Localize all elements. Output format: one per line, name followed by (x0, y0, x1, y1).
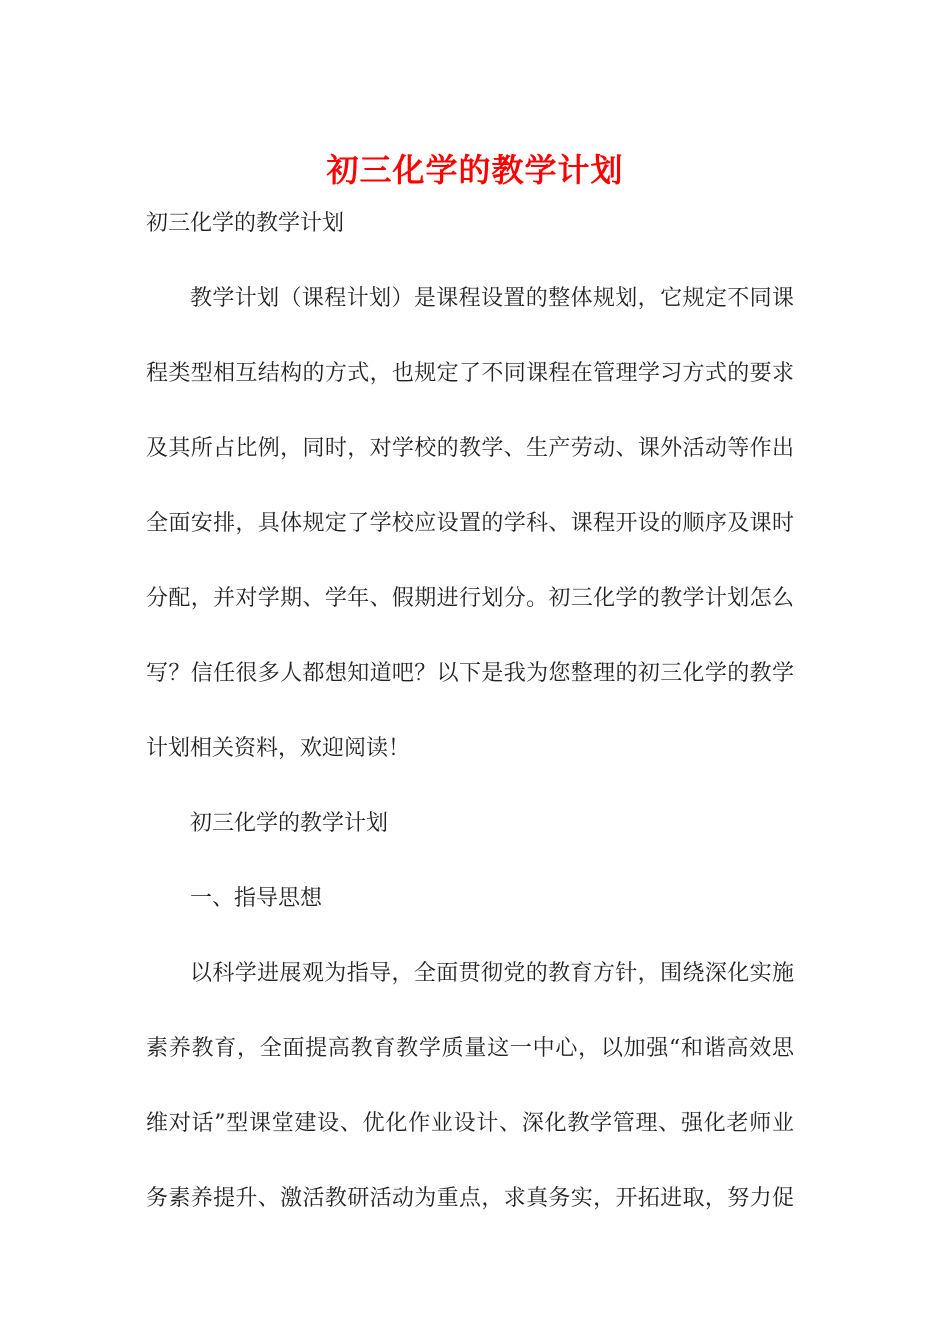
line-gap (146, 1143, 794, 1181)
paragraph-line: 程类型相互结构的方式，也规定了不同课程在管理学习方式的要求 (146, 361, 794, 386)
paragraph-intro (146, 280, 794, 768)
paragraph-gap (146, 768, 794, 806)
paragraph-line: 分配，并对学期、学年、假期进行划分。初三化学的教学计划怎么 (146, 586, 794, 611)
line-gap (146, 543, 794, 581)
paragraph-line: 以科学进展观为指导，全面贯彻党的教育方针，围绕深化实施 (190, 961, 794, 986)
document-subtitle: 初三化学的教学计划 (146, 211, 345, 236)
paragraph-line: 及其所占比例，同时，对学校的教学、生产劳动、课外活动等作出 (146, 436, 794, 461)
document-title: 初三化学的教学计划 (326, 151, 624, 189)
paragraph-line: 计划相关资料，欢迎阅读！ (146, 736, 411, 761)
heading-guiding-ideology: 一、指导思想 (190, 886, 323, 911)
paragraph-line: 维对话”型课堂建设、优化作业设计、深化教学管理、强化老师业 (146, 1111, 794, 1136)
section-title: 初三化学的教学计划 (190, 811, 389, 836)
line-gap (146, 318, 794, 356)
paragraph-line: 教学计划（课程计划）是课程设置的整体规划，它规定不同课 (190, 286, 794, 311)
paragraph-gap (146, 918, 794, 956)
paragraph-gap (146, 243, 794, 281)
line-gap (146, 1068, 794, 1106)
paragraph-gap (146, 843, 794, 881)
line-gap (146, 693, 794, 731)
line-gap (146, 618, 794, 656)
line-gap (146, 468, 794, 506)
paragraph-line: 素养教育，全面提高教育教学质量这一中心，以加强“和谐高效思 (146, 1036, 794, 1061)
paragraph-line: 全面安排，具体规定了学校应设置的学科、课程开设的顺序及课时 (146, 511, 794, 536)
line-gap (146, 993, 794, 1031)
document-body (146, 205, 794, 1218)
paragraph-line: 写？信任很多人都想知道吧？以下是我为您整理的初三化学的教学 (146, 661, 794, 686)
line-gap (146, 393, 794, 431)
paragraph-line: 务素养提升、激活教研活动为重点，求真务实，开拓进取，努力促 (146, 1186, 794, 1211)
paragraph-guiding-ideology (146, 955, 794, 1218)
